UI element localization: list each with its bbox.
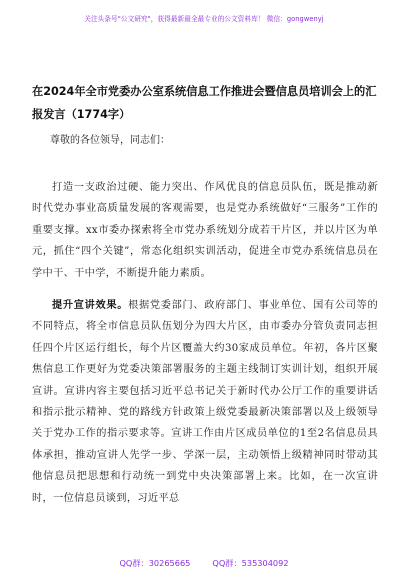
header-banner: 关注头条号"公文研究"，获得最新最全最专业的公文资料库！ 微信：gongwenyj xyxy=(84,15,324,23)
greeting: 尊敬的各位领导，同志们： xyxy=(50,135,170,146)
paragraph-lead-heading: 提升宣讲效果。 xyxy=(52,300,129,311)
document-title: 在2024年全市党委办公室系统信息工作推进会暨信息员培训会上的汇报发言（1774字） xyxy=(32,85,377,121)
paragraph-body: 根据党委部门、政府部门、事业单位、国有公司等的不同特点，将全市信息员队伍划分为四大片区，由市委办分管负责同志担任四个片区运行组长，每个片区覆盖大约30家成员单位。年初，各片区聚焦信息工作更好为党委决策部署服务的主题主线制订实训计划，组织开展宣讲。宣讲内容主要包括习近平总书记关于新时代办公厅工作的重要讲话和指示批示精神、党的路线方针政策上级党委最新决策部署以及上级领导关于党办工作的指示要求等。宣讲工作由片区成员单位的1至2名信息员具体承担，推动宣讲人先学一步、学深一层，主动领悟上级精神同时带动其他信息员把思想和行动统一到党中央决策部署上来。比如，在一次宣讲时，一位信息员谈到，习近平总 xyxy=(32,300,378,504)
footer-contact xyxy=(0,558,408,569)
paragraph-section xyxy=(32,295,378,509)
paragraph-intro: 打造一支政治过硬、能力突出、作风优良的信息员队伍，既是推动新时代党办事业高质量发展的客观需要，也是党办系统做好“三服务”工作的重要支撑。xx市委办探索将全市党办系统划分成若干片区，并以片区为单元，抓住“四个关键”，常态化组织实训活动，促进全市党办系统信息员在学中干、干中学，不断提升能力素质。 xyxy=(32,182,378,279)
footer-qq-group-2: QQ群：535304092 xyxy=(212,558,289,568)
footer-qq-group-1: QQ群：30265665 xyxy=(119,558,191,568)
